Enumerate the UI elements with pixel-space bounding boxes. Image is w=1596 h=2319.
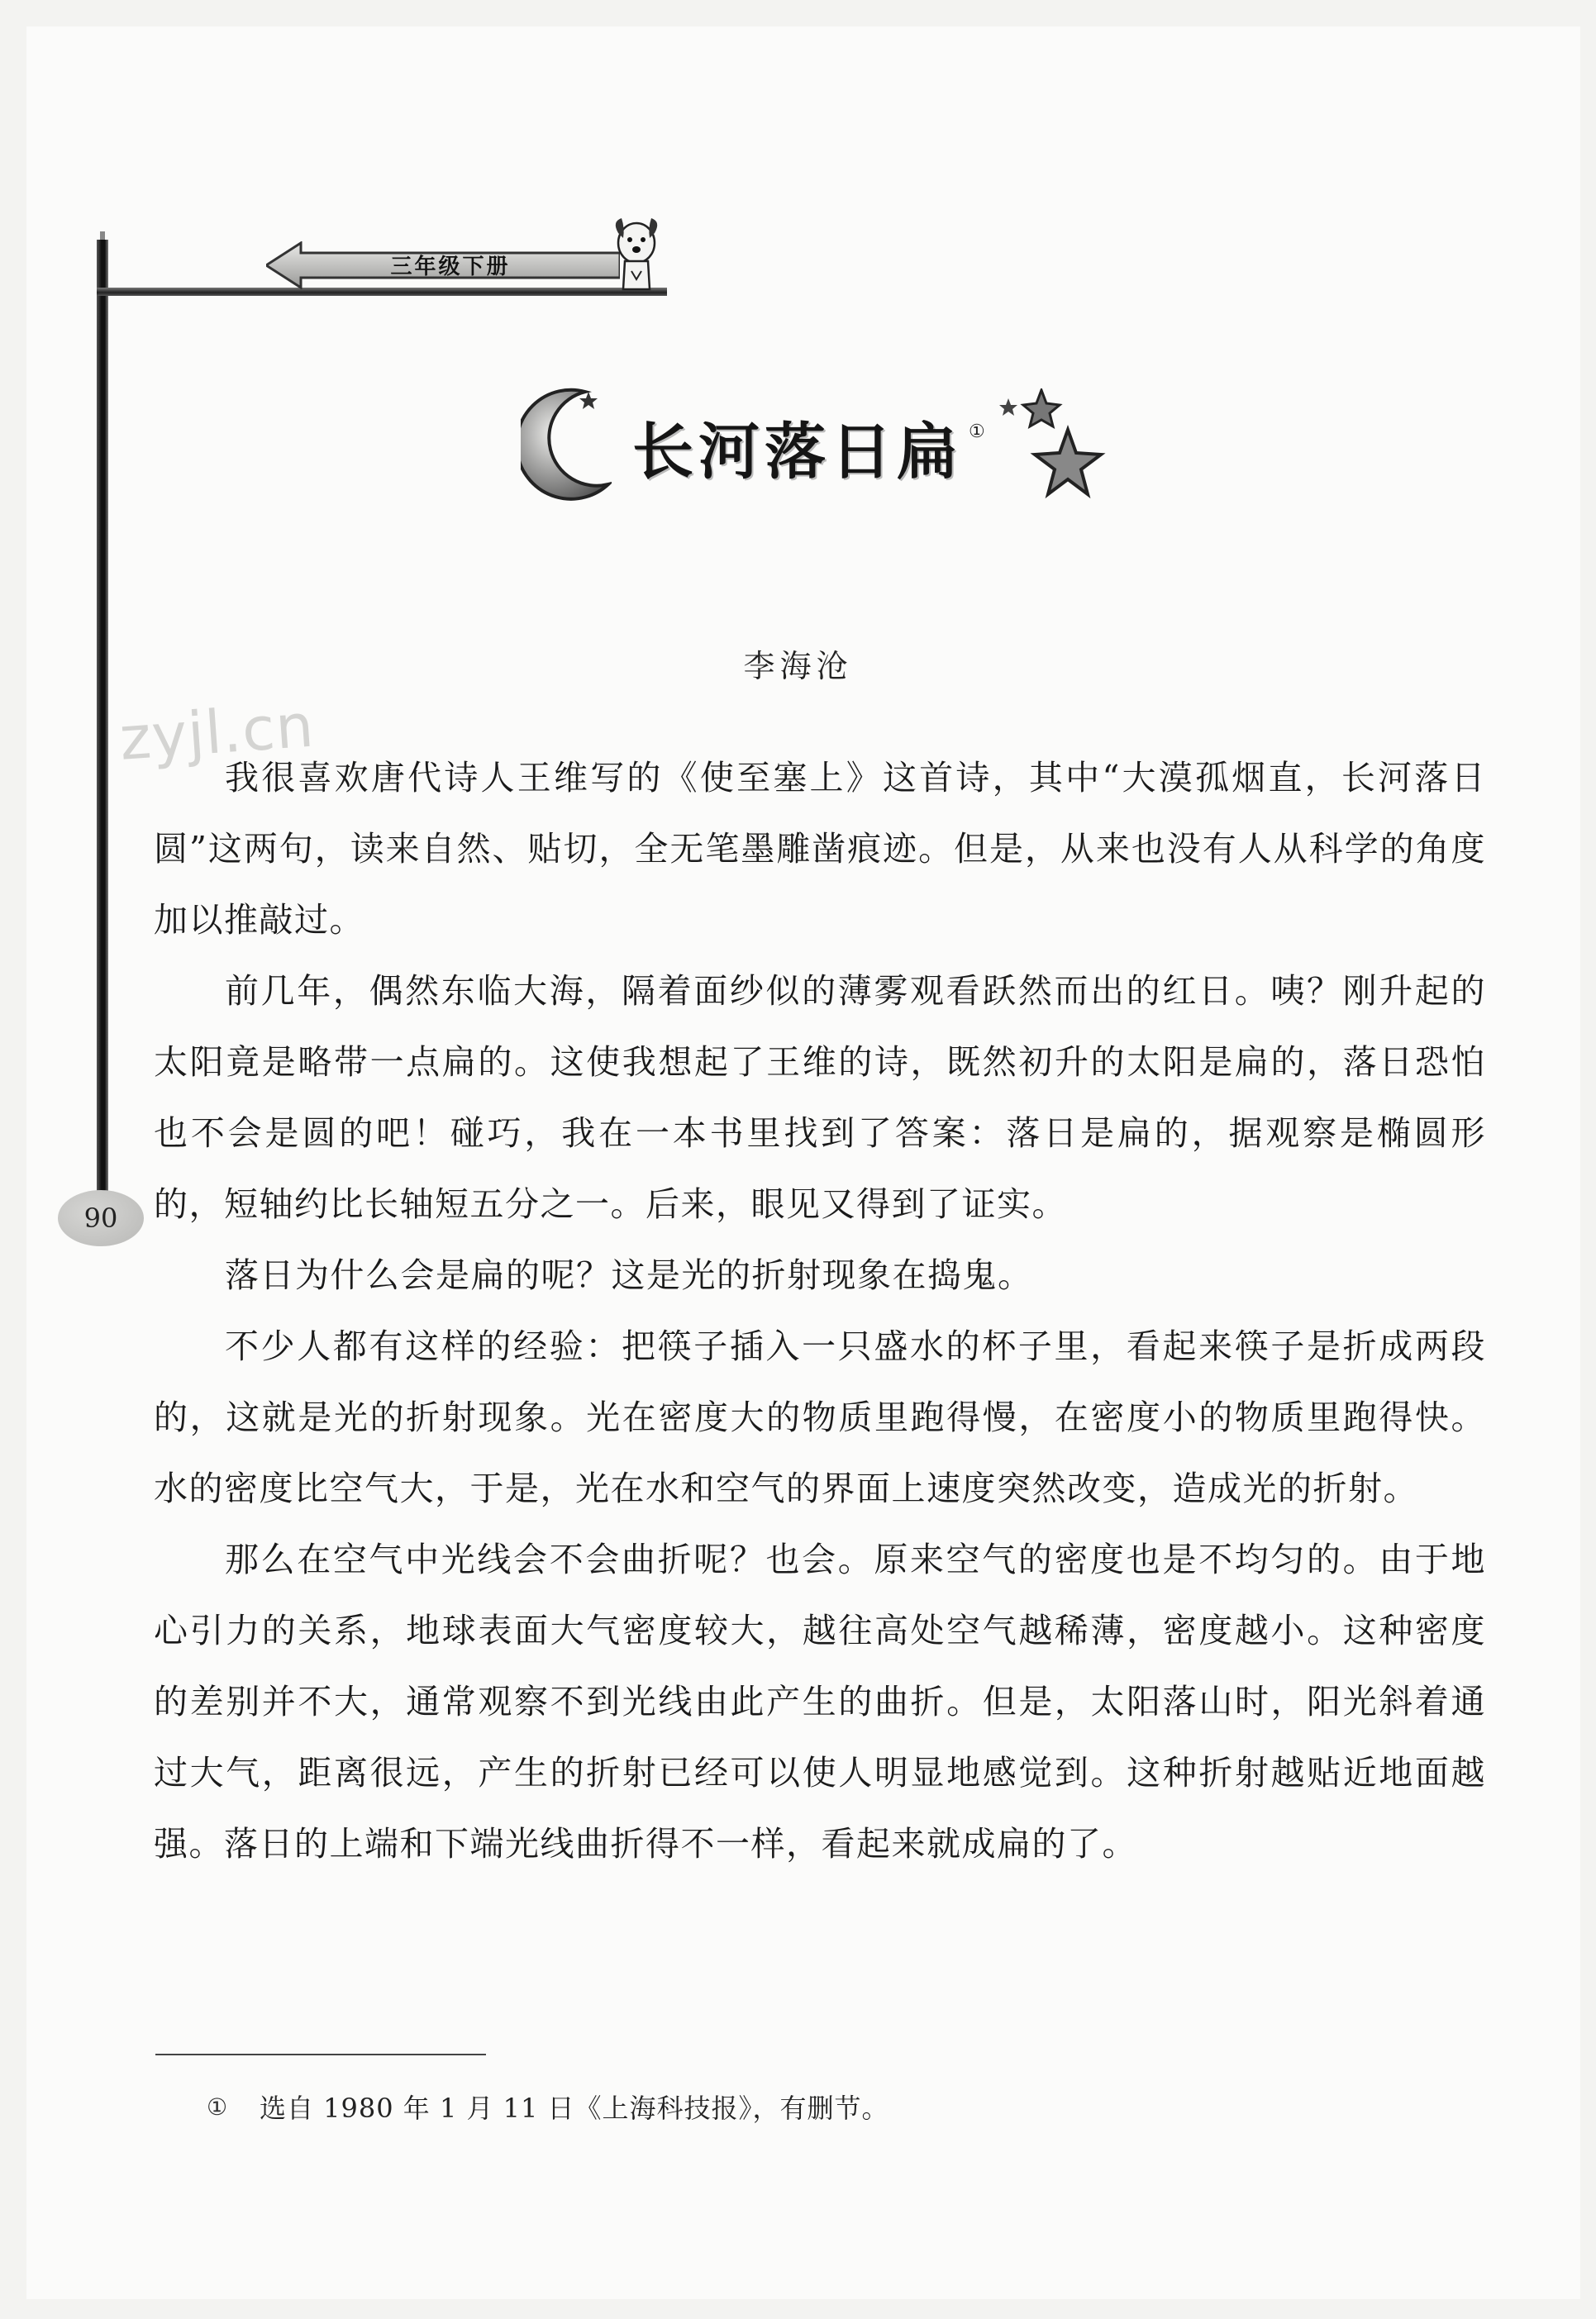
paragraph: 我很喜欢唐代诗人王维写的《使至塞上》这首诗，其中“大漠孤烟直，长河落日圆”这两句，读来自然、贴切，全无笔墨雕凿痕迹。但是，从来也没有人从科学的角度加以推敲过。 <box>154 758 1486 940</box>
article-body <box>154 742 1486 1879</box>
grade-label: 三年级下册 <box>390 254 511 279</box>
paragraph: 前几年，偶然东临大海，隔着面纱似的薄雾观看跃然而出的红日。咦？刚升起的太阳竟是略带一点扁的。这使我想起了王维的诗，既然初升的太阳是扁的，落日恐怕也不会是圆的吧！碰巧，我在一本书里找到了答案：落日是扁的，据观察是椭圆形的，短轴约比长轴短五分之一。后来，眼见又得到了证实。 <box>154 971 1486 1224</box>
moon-icon <box>521 387 612 504</box>
dog-mascot-icon <box>608 213 665 293</box>
margin-rule <box>97 240 108 1215</box>
watermark: zyjl.cn <box>117 690 317 774</box>
footnote-text: 选自 1980 年 1 月 11 日《上海科技报》，有删节。 <box>260 2093 889 2124</box>
footnote-marker: ① <box>207 2093 228 2121</box>
title-footnote-marker: ① <box>969 421 985 442</box>
paragraph: 那么在空气中光线会不会曲折呢？也会。原来空气的密度也是不均匀的。由于地心引力的关系，地球表面大气密度较大，越往高处空气越稀薄，密度越小。这种密度的差别并不大，通常观察不到光线由此产生的曲折。但是，太阳落山时，阳光斜着通过大气，距离很远，产生的折射已经可以使人明显地感觉到。这种折射越贴近地面越强。落日的上端和下端光线曲折得不一样，看起来就成扁的了。 <box>154 1540 1486 1864</box>
footnote-rule <box>155 2054 486 2055</box>
page-number: 90 <box>83 1202 118 1234</box>
paragraph: 落日为什么会是扁的呢？这是光的折射现象在捣鬼。 <box>225 1255 1033 1295</box>
author-name: 李海沧 <box>743 648 853 684</box>
article-title: 长河落日扁 <box>632 417 963 488</box>
paragraph: 不少人都有这样的经验：把筷子插入一只盛水的杯子里，看起来筷子是折成两段的，这就是光的折射现象。光在密度大的物质里跑得慢，在密度小的物质里跑得快。水的密度比空气大，于是，光在水和空气的界面上速度突然改变，造成光的折射。 <box>154 1326 1486 1508</box>
stars-icon <box>992 388 1116 512</box>
